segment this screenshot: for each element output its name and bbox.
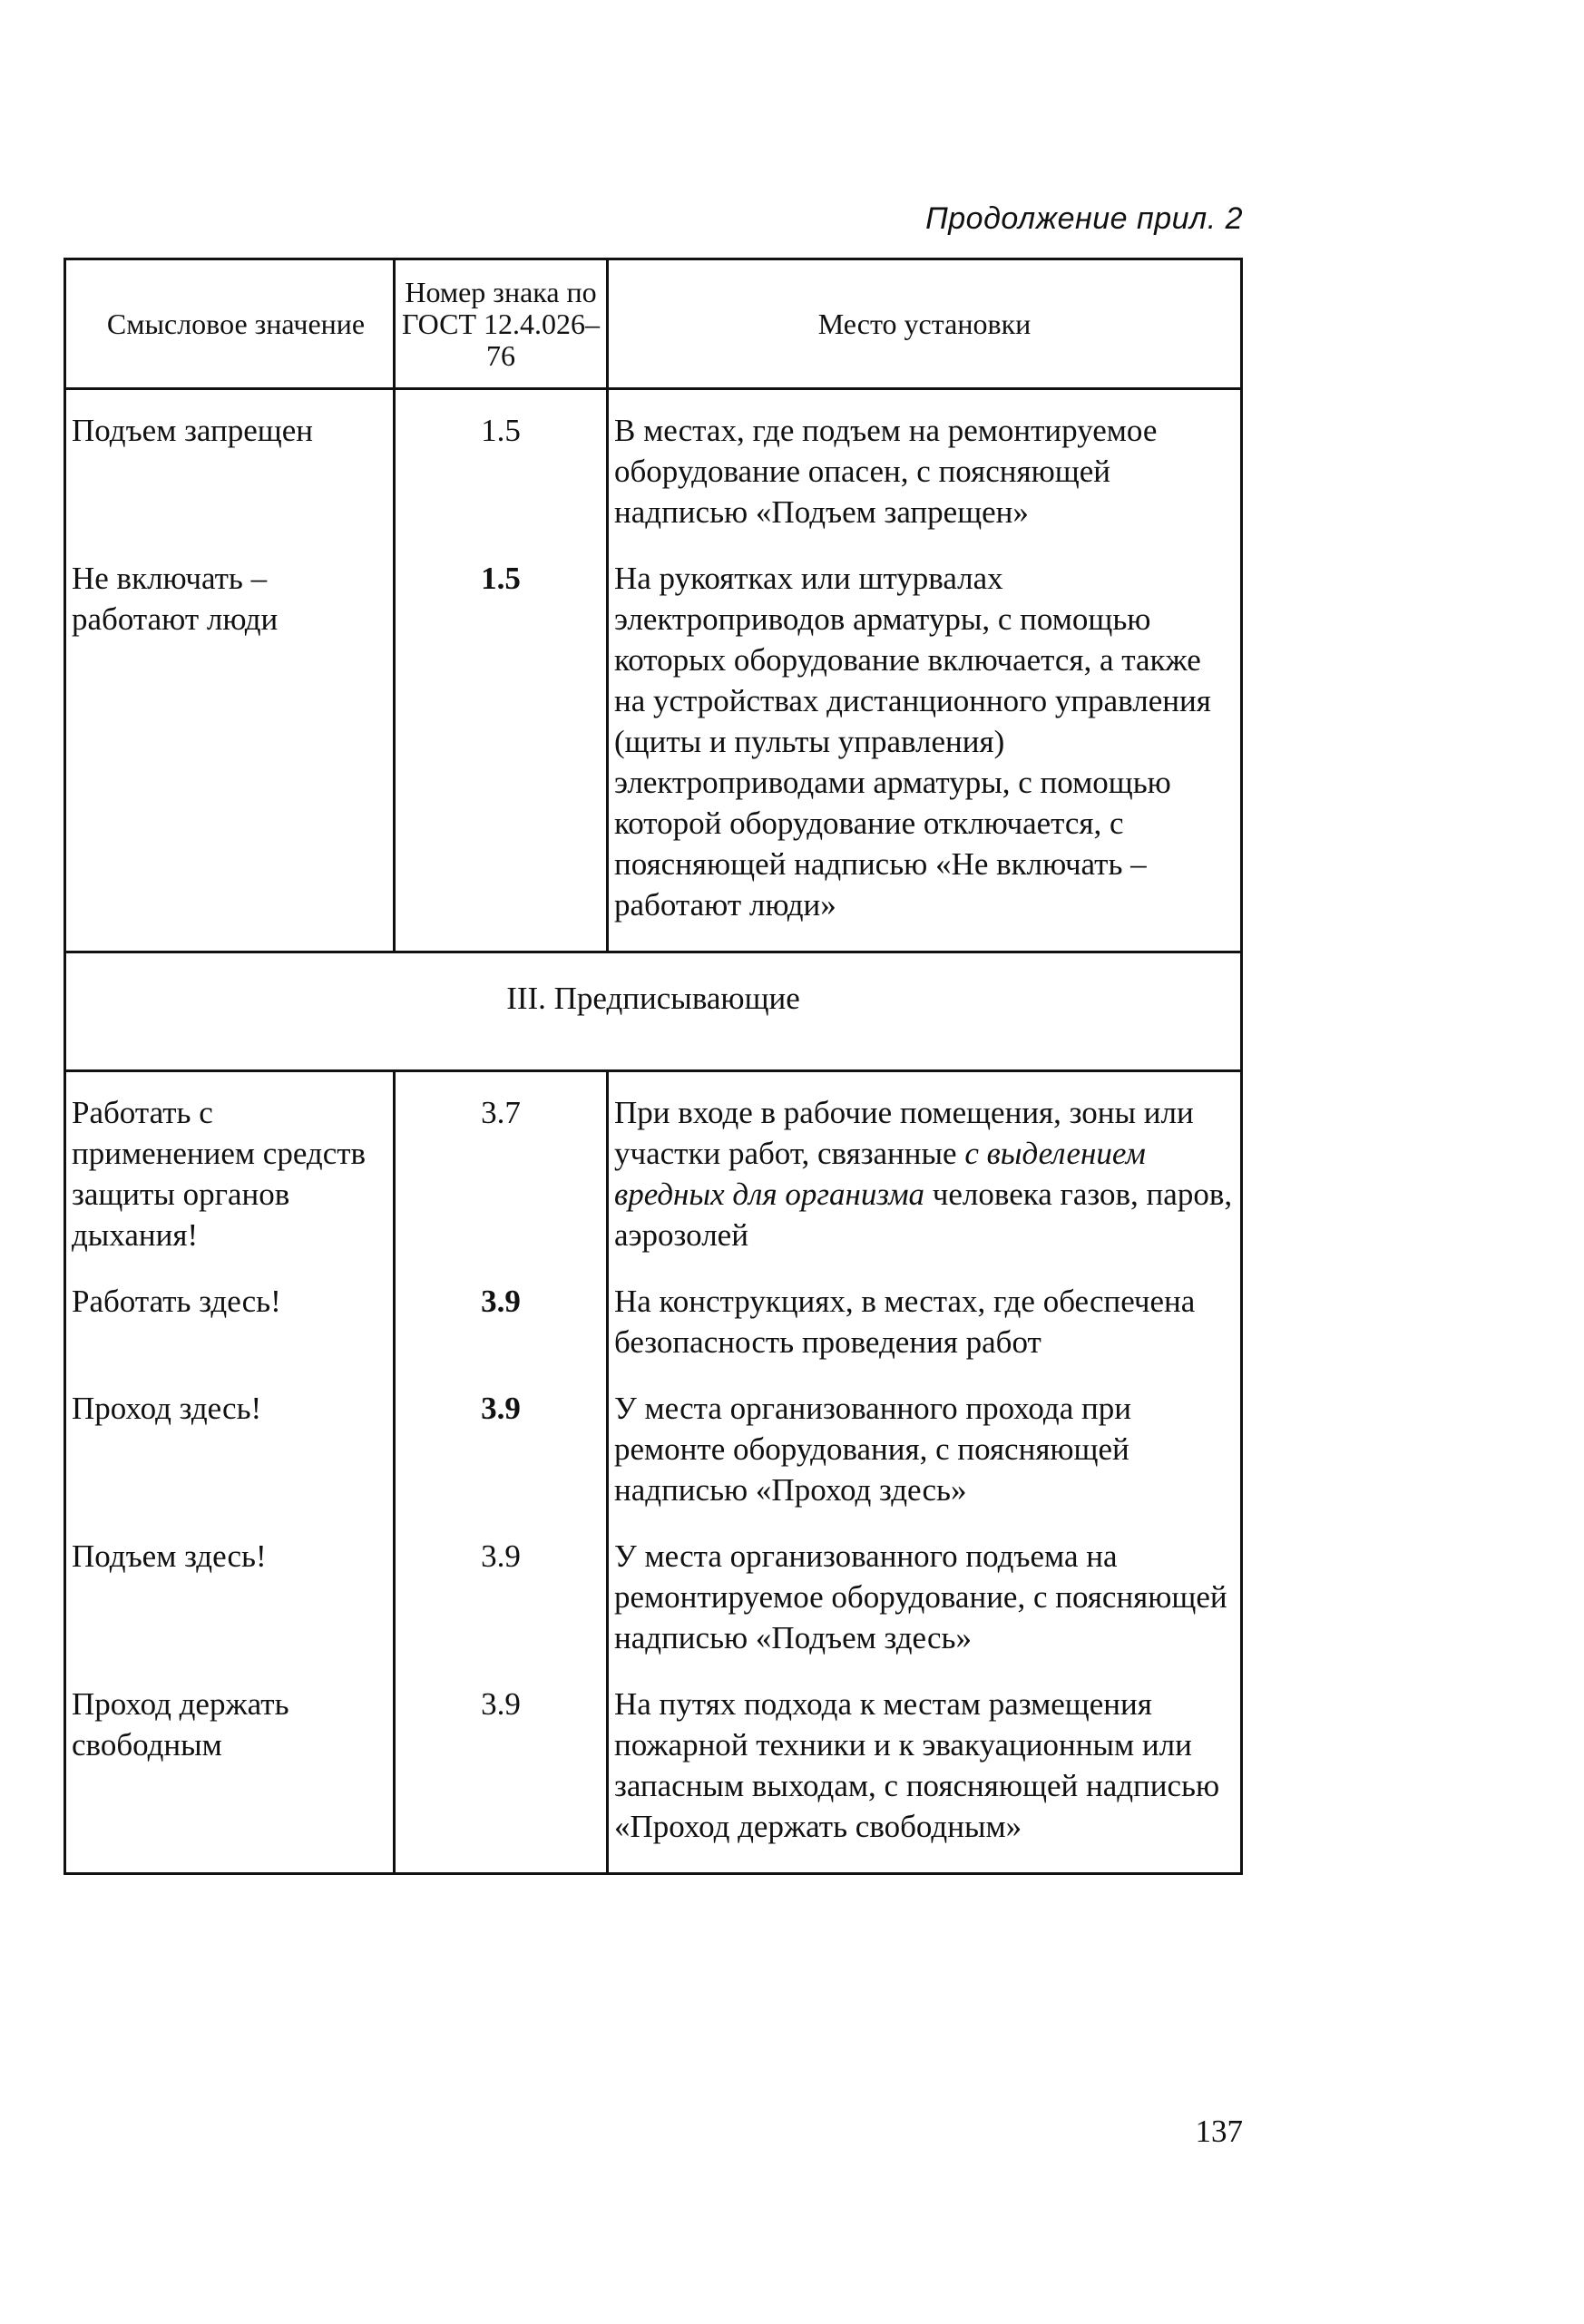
cell-place: На конструкциях, в местах, где обеспечена безопасность проведения работ — [608, 1281, 1242, 1388]
cell-place: У места организованного прохода при ремонте оборудования, с поясняющей надписью «Проход здесь» — [608, 1388, 1242, 1536]
page-number: 137 — [1195, 2114, 1243, 2149]
cell-number: 3.9 — [395, 1684, 608, 1874]
section-row — [65, 952, 1242, 1071]
table-row — [65, 558, 1242, 952]
table-row — [65, 1536, 1242, 1684]
column-header-number: Номер знака по ГОСТ 12.4.026–76 — [395, 259, 608, 389]
table-row — [65, 1281, 1242, 1388]
table-row — [65, 1388, 1242, 1536]
cell-number: 1.5 — [395, 558, 608, 952]
cell-number: 1.5 — [395, 389, 608, 559]
cell-number: 3.7 — [395, 1071, 608, 1282]
cell-place: В местах, где подъем на ремонтируемое оборудование опасен, с поясняющей надписью «Подъем запрещен» — [608, 389, 1242, 559]
cell-place: На рукоятках или штурвалах электроприводов арматуры, с помощью которых оборудование включается, а также на устройствах дистанционного управления (щиты и пульты управления) электроприводами арматуры, с помощью которой оборудование отключается, с поясняющей надписью «Не включать – работают люди» — [608, 558, 1242, 952]
cell-meaning: Проход держать свободным — [65, 1684, 395, 1874]
cell-meaning: Работать здесь! — [65, 1281, 395, 1388]
place-text-part: При входе в рабочие помещения, зоны или участки работ, связанные — [614, 1095, 1194, 1171]
table-header-row — [65, 259, 1242, 389]
table-row — [65, 389, 1242, 559]
table-group-mandatory — [65, 1071, 1242, 1874]
table-group-prohibiting — [65, 389, 1242, 952]
cell-place: У места организованного подъема на ремонтируемое оборудование, с поясняющей надписью «Подъем здесь» — [608, 1536, 1242, 1684]
cell-meaning: Работать с применением средств защиты органов дыхания! — [65, 1071, 395, 1282]
cell-meaning: Проход здесь! — [65, 1388, 395, 1536]
cell-number: 3.9 — [395, 1536, 608, 1684]
cell-place — [608, 1071, 1242, 1282]
column-header-place: Место установки — [608, 259, 1242, 389]
cell-meaning: Подъем запрещен — [65, 389, 395, 559]
column-header-meaning: Смысловое значение — [65, 259, 395, 389]
place-text-part: человека газов, паров, аэрозолей — [614, 1177, 1233, 1253]
cell-place: На путях подхода к местам размещения пожарной техники и к эвакуационным или запасным выходам, с поясняющей надписью «Проход держать свободным» — [608, 1684, 1242, 1874]
cell-number: 3.9 — [395, 1388, 608, 1536]
cell-number: 3.9 — [395, 1281, 608, 1388]
place-text-italic: с выделением вредных для организма — [614, 1136, 1146, 1212]
table-section-header — [65, 952, 1242, 1071]
signs-table — [64, 258, 1243, 1875]
continuation-label: Продолжение прил. 2 — [925, 201, 1243, 236]
cell-meaning: Подъем здесь! — [65, 1536, 395, 1684]
cell-meaning: Не включать – работают люди — [65, 558, 395, 952]
table-row — [65, 1071, 1242, 1282]
section-title: III. Предписывающие — [65, 952, 1242, 1071]
table-row — [65, 1684, 1242, 1874]
